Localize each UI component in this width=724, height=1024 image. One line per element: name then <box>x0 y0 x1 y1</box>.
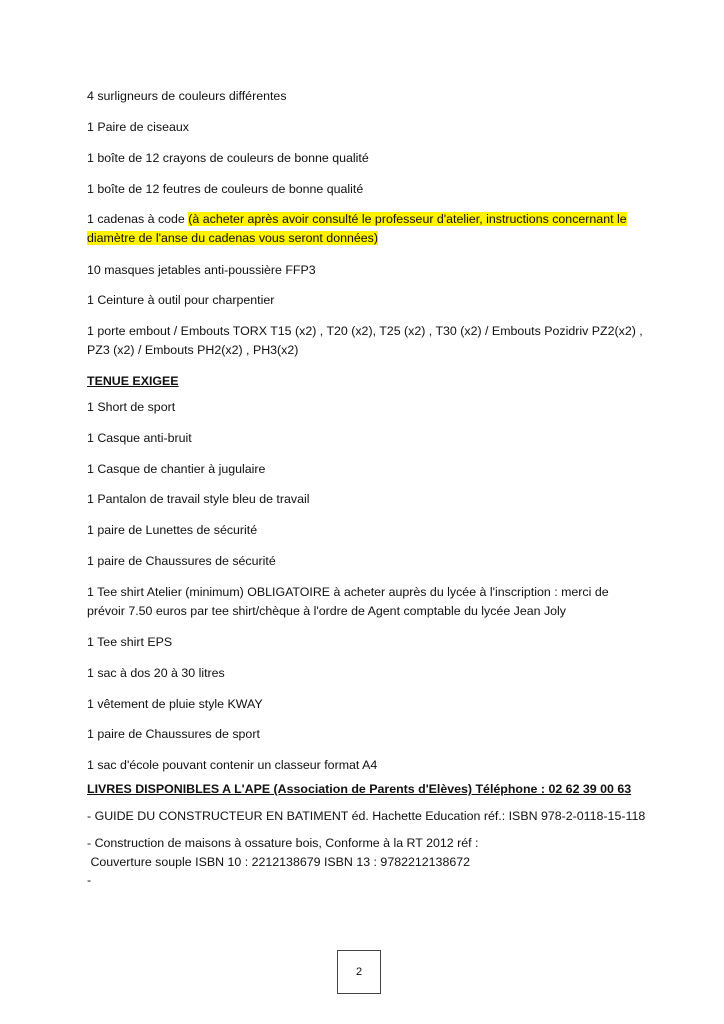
list-item: 10 masques jetables anti-poussière FFP3 <box>87 263 316 277</box>
list-item-cadenas-label: 1 cadenas à code <box>87 212 189 226</box>
list-item: 1 Tee shirt EPS <box>87 635 173 649</box>
list-item-tee-shirt-continued: prévoir 7.50 euros par tee shirt/chèque à l'ordre de Agent comptable du lycée Jean Joly <box>87 604 567 618</box>
list-item: 1 Pantalon de travail style bleu de travail <box>87 492 310 506</box>
list-item-cadenas <box>87 211 647 227</box>
empty-bullet: - <box>87 873 92 887</box>
list-item: 1 paire de Chaussures de sécurité <box>87 554 276 568</box>
list-item: 1 Short de sport <box>87 400 176 414</box>
list-item: 1 paire de Lunettes de sécurité <box>87 523 258 537</box>
book-item: - GUIDE DU CONSTRUCTEUR EN BATIMENT éd. Hachette Education réf.: ISBN 978-2-0118-15-118 <box>87 809 646 823</box>
list-item-embouts-continued: PZ3 (x2) / Embouts PH2(x2) , PH3(x2) <box>87 343 299 357</box>
list-item: 1 paire de Chaussures de sport <box>87 727 260 741</box>
highlighted-note: (à acheter après avoir consulté le professeur d'atelier, instructions concernant le <box>188 212 627 226</box>
list-item: 1 boîte de 12 crayons de couleurs de bonne qualité <box>87 151 369 165</box>
list-item: 1 Casque anti-bruit <box>87 431 192 445</box>
list-item: 4 surligneurs de couleurs différentes <box>87 89 287 103</box>
list-item: 1 boîte de 12 feutres de couleurs de bonne qualité <box>87 182 364 196</box>
highlighted-note: diamètre de l'anse du cadenas vous seront données) <box>87 231 378 245</box>
section-heading-tenue: TENUE EXIGEE <box>87 374 179 388</box>
page-number: 2 <box>337 950 381 994</box>
section-heading-livres: LIVRES DISPONIBLES A L'APE (Association de Parents d'Elèves) Téléphone : 02 62 39 00 63 <box>87 782 632 796</box>
list-item: 1 Ceinture à outil pour charpentier <box>87 293 275 307</box>
book-item: - Construction de maisons à ossature bois, Conforme à la RT 2012 réf : <box>87 836 479 850</box>
list-item-embouts: 1 porte embout / Embouts TORX T15 (x2) , T20 (x2), T25 (x2) , T30 (x2) / Embouts Pozidriv PZ2(x2) , <box>87 324 643 338</box>
list-item: 1 Paire de ciseaux <box>87 120 189 134</box>
book-item-continued: Couverture souple ISBN 10 : 2212138679 ISBN 13 : 9782212138672 <box>87 855 471 869</box>
list-item-tee-shirt: 1 Tee shirt Atelier (minimum) OBLIGATOIRE à acheter auprès du lycée à l'inscription : merci de <box>87 585 609 599</box>
list-item: 1 sac d'école pouvant contenir un classeur format A4 <box>87 758 378 772</box>
list-item-cadenas-continued <box>87 230 647 246</box>
list-item: 1 sac à dos 20 à 30 litres <box>87 666 225 680</box>
list-item: 1 vêtement de pluie style KWAY <box>87 697 263 711</box>
list-item: 1 Casque de chantier à jugulaire <box>87 462 266 476</box>
